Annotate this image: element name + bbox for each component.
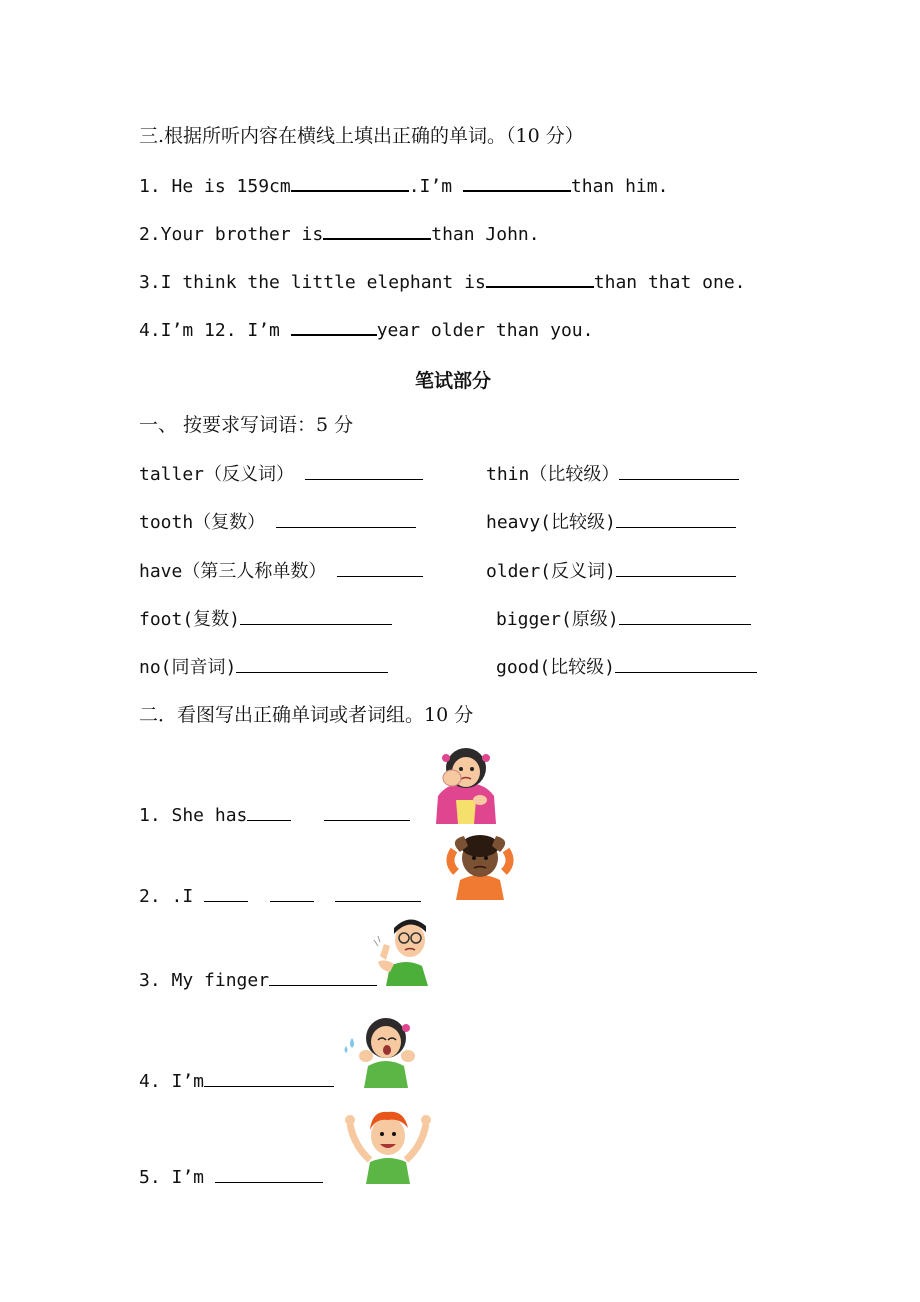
answer-blank[interactable] [305, 461, 423, 480]
answer-blank[interactable] [247, 802, 291, 821]
picture-task-1: 1. She has [139, 802, 410, 828]
listening-item-2: 2.Your brother is than John. [139, 220, 540, 247]
answer-blank[interactable] [337, 558, 423, 577]
listening-item-4: 4.I’m 12. I’m year older than you. [139, 316, 593, 343]
answer-blank[interactable] [615, 654, 757, 673]
boy-hurt-finger-illustration [370, 916, 438, 986]
word-task-right-2: heavy(比较级) [486, 509, 736, 535]
word-task-left-2: tooth（复数） [139, 509, 416, 535]
girl-crying-illustration [342, 1012, 428, 1088]
answer-blank[interactable] [619, 606, 751, 625]
picture-task-2: 2. .I [139, 883, 421, 909]
word-task-left-5: no(同音词) [139, 654, 388, 680]
boy-happy-illustration [342, 1106, 434, 1184]
word-task-right-5: good(比较级) [496, 654, 757, 680]
answer-blank[interactable] [204, 1068, 334, 1087]
answer-blank[interactable] [215, 1164, 323, 1183]
answer-blank[interactable] [269, 967, 377, 986]
girl-toothache-illustration [428, 744, 504, 824]
word-task-left-3: have（第三人称单数） [139, 558, 423, 584]
boy-headache-illustration [438, 832, 522, 900]
answer-blank[interactable] [486, 268, 594, 288]
answer-blank[interactable] [204, 883, 248, 902]
answer-blank[interactable] [324, 802, 410, 821]
answer-blank[interactable] [619, 461, 739, 480]
word-task-left-1: taller（反义词） [139, 461, 423, 487]
section2-heading: 二．看图写出正确单词或者词组。10 分 [139, 704, 474, 726]
answer-blank[interactable] [616, 509, 736, 528]
listening-heading: 三.根据所听内容在横线上填出正确的单词。（10 分） [139, 125, 584, 147]
answer-blank[interactable] [276, 509, 416, 528]
word-task-right-1: thin（比较级） [486, 461, 739, 487]
listening-item-1: 1. He is 159cm .I’m than him. [139, 172, 668, 199]
picture-task-4: 4. I’m [139, 1068, 334, 1094]
picture-task-3: 3. My finger [139, 967, 377, 993]
section1-heading: 一、 按要求写词语：5 分 [139, 414, 354, 436]
word-task-left-4: foot(复数) [139, 606, 392, 632]
answer-blank[interactable] [291, 316, 377, 336]
written-part-title: 笔试部分 [415, 370, 492, 392]
answer-blank[interactable] [463, 172, 571, 192]
answer-blank[interactable] [270, 883, 314, 902]
answer-blank[interactable] [240, 606, 392, 625]
answer-blank[interactable] [291, 172, 409, 192]
answer-blank[interactable] [236, 654, 388, 673]
answer-blank[interactable] [335, 883, 421, 902]
word-task-right-4: bigger(原级) [496, 606, 751, 632]
answer-blank[interactable] [323, 220, 431, 240]
listening-item-3: 3.I think the little elephant is than that one. [139, 268, 746, 295]
word-task-right-3: older(反义词) [486, 558, 736, 584]
answer-blank[interactable] [616, 558, 736, 577]
picture-task-5: 5. I’m [139, 1164, 323, 1190]
